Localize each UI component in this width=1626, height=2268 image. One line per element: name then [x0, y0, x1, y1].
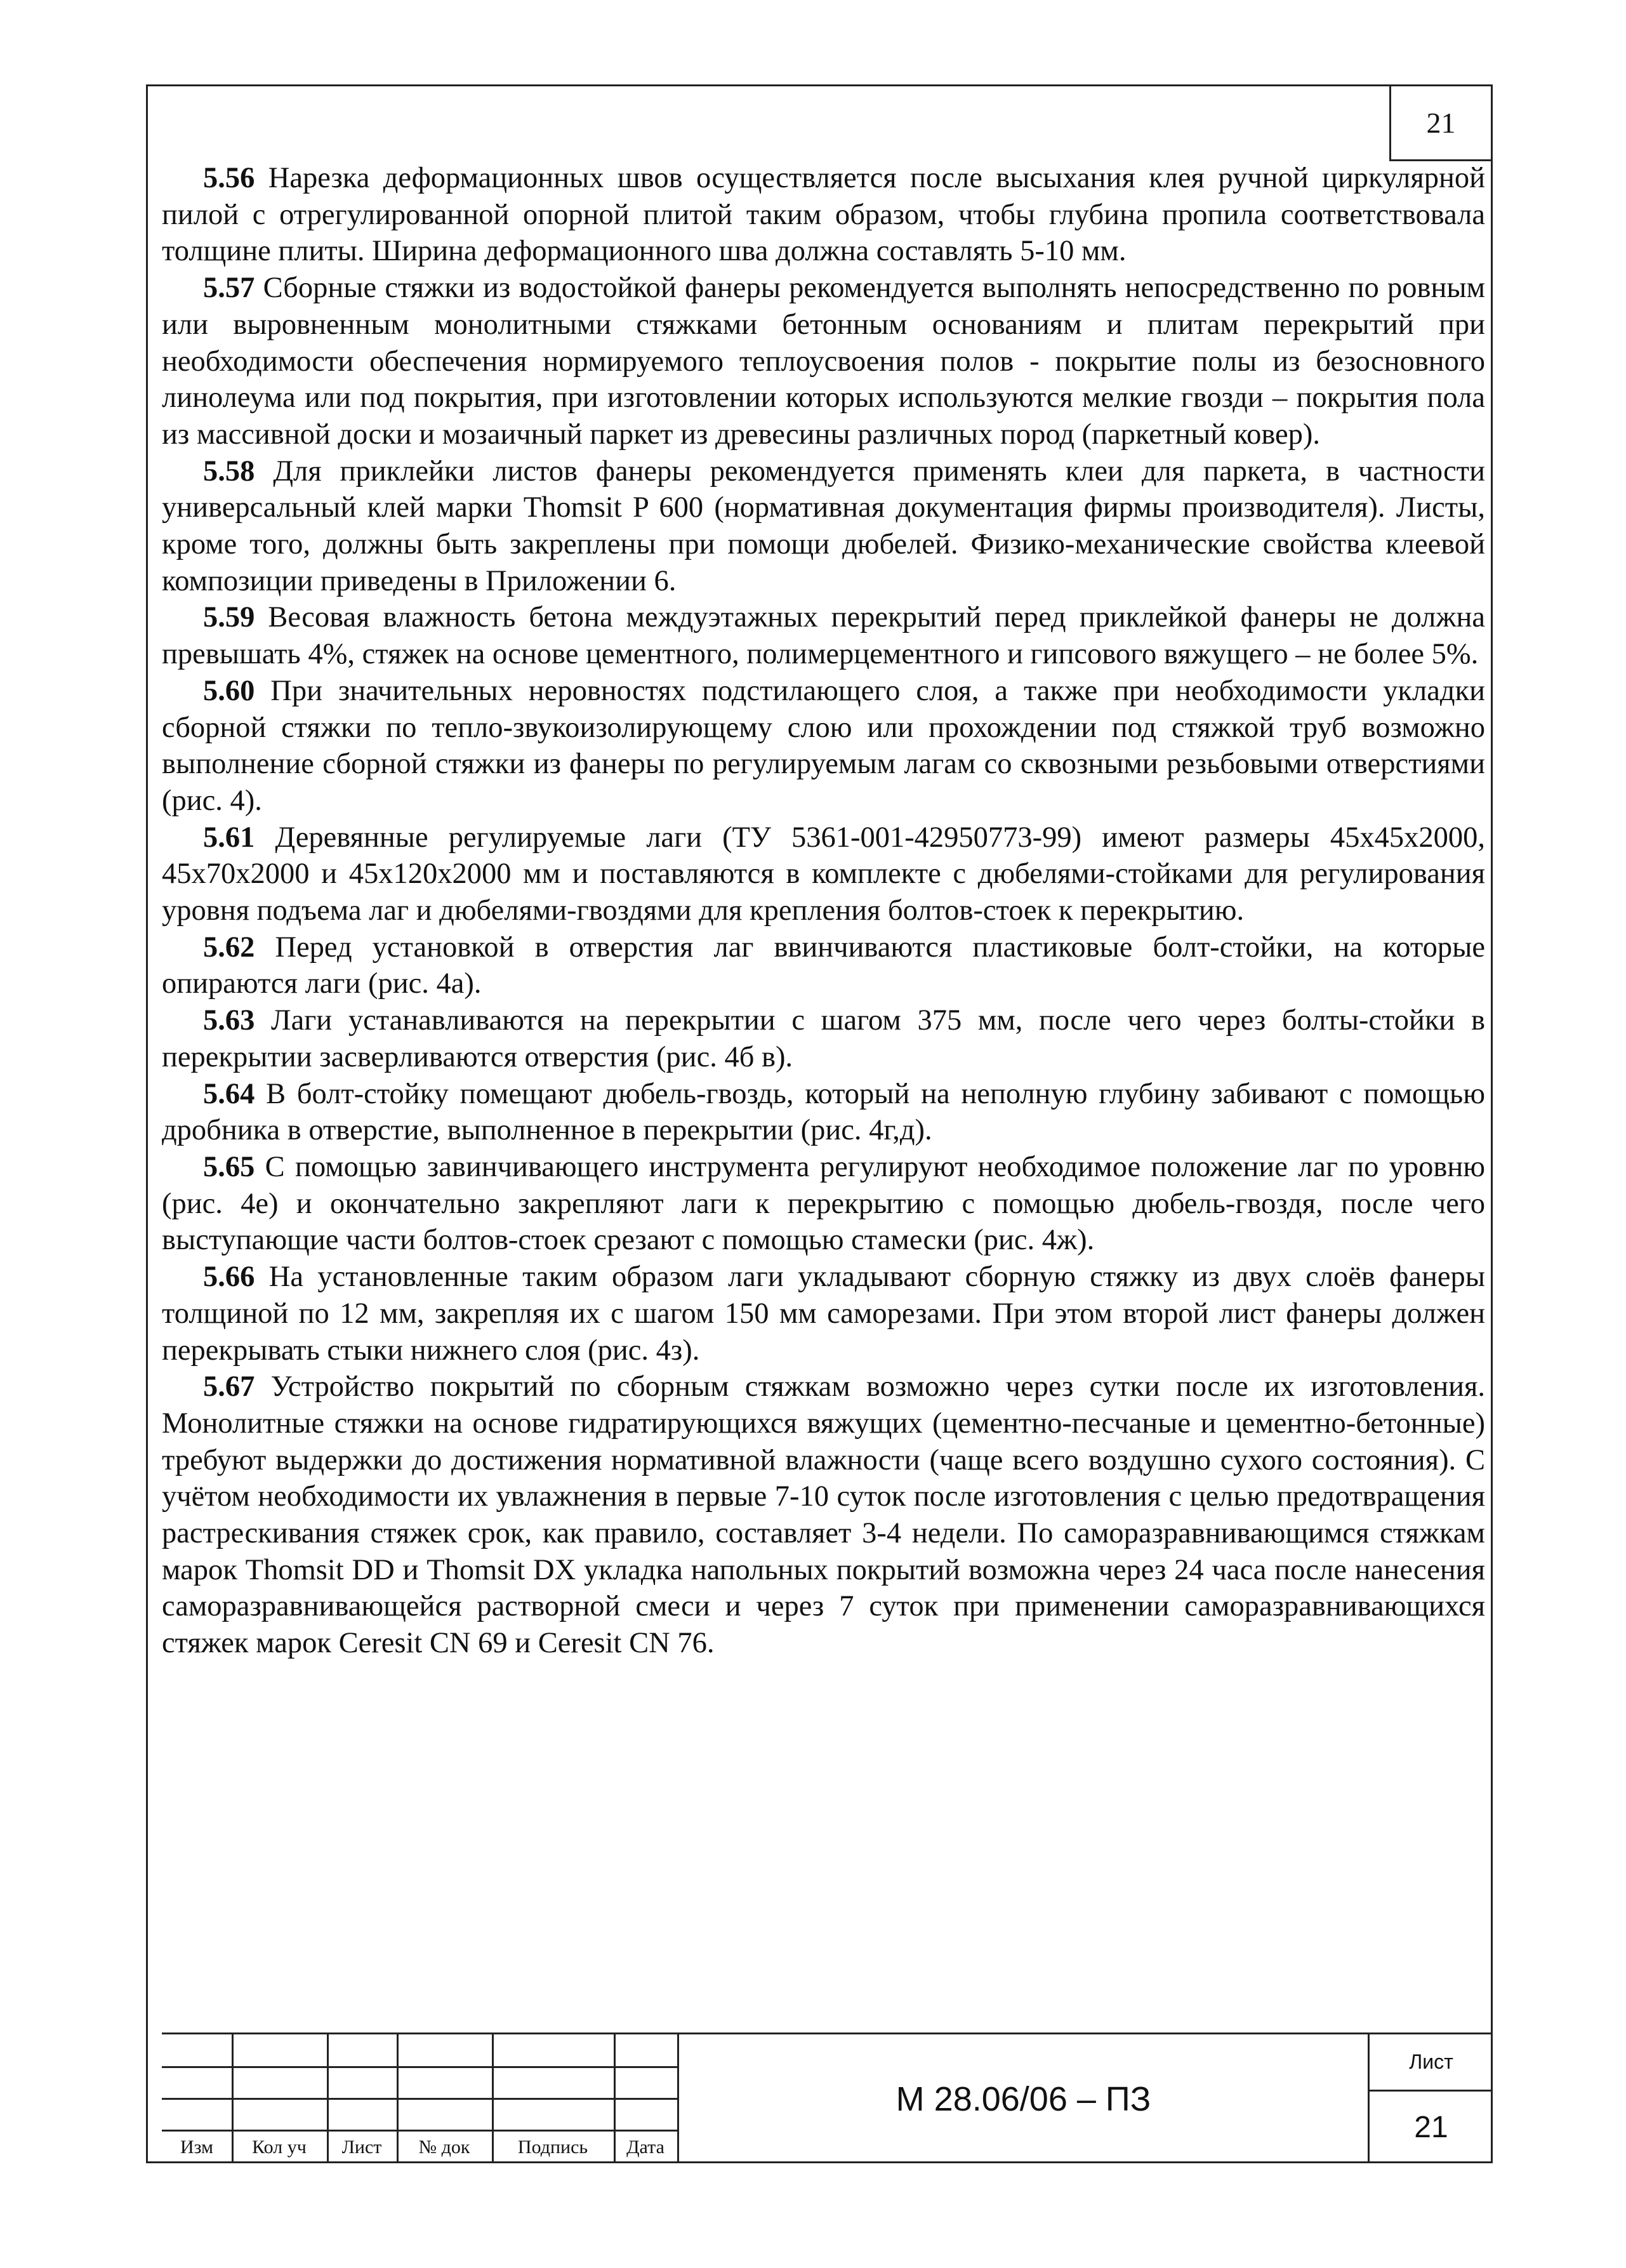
clause-number: 5.67	[203, 1370, 255, 1403]
clause-text: Перед установкой в отверстия лаг ввинчиваются пластиковые болт-стойки, на которые опираются лаги (рис. 4а).	[162, 931, 1485, 1000]
paragraph	[162, 453, 1485, 600]
column-label: № док	[418, 2137, 470, 2158]
sheet-label: Лист	[1370, 2034, 1493, 2092]
clause-number: 5.62	[203, 931, 255, 964]
paragraph	[162, 929, 1485, 1002]
paragraph	[162, 1369, 1485, 1662]
clause-number: 5.63	[203, 1004, 255, 1037]
column-label: Дата	[626, 2137, 664, 2158]
paragraph	[162, 1149, 1485, 1259]
clause-number: 5.60	[203, 674, 255, 707]
clause-number: 5.57	[203, 272, 255, 305]
title-block	[162, 2033, 1493, 2163]
column-label: Изм	[180, 2137, 214, 2158]
paragraph	[162, 270, 1485, 453]
column-label: Подпись	[517, 2137, 588, 2158]
clause-text: Сборные стяжки из водостойкой фанеры рекомендуется выполнять непосредственно по ровным или выровненным монолитными стяжками бетонным основаниям и плитам перекрытий при необходимости обеспечения нормируемого теплоусвоения полов - покрытие полы из безосновного линолеума или под покрытия, при изготовлении которых используются мелкие гвозди – покрытия пола из массивной доски и мозаичный паркет из древесины различных пород (паркетный ковер).	[162, 272, 1485, 451]
document-code: М 28.06/06 – ПЗ	[677, 2034, 1370, 2163]
clause-text: Нарезка деформационных швов осуществляется после высыхания клея ручной циркулярной пилой с отрегулированной опорной плитой таким образом, чтобы глубина пропила соответствовала толщине плиты. Ширина деформационного шва должна составлять 5-10 мм.	[162, 162, 1486, 268]
clause-text: Весовая влажность бетона междуэтажных перекрытий перед приклейкой фанеры не должна превышать 4%, стяжек на основе цементного, полимерцементного и гипсового вяжущего – не более 5%.	[162, 601, 1485, 671]
clause-number: 5.64	[203, 1077, 255, 1110]
paragraph	[162, 599, 1485, 672]
paragraph	[162, 819, 1485, 929]
clause-number: 5.59	[203, 601, 255, 634]
paragraph	[162, 673, 1485, 819]
column-label: Кол уч	[252, 2137, 307, 2158]
column-label: Лист	[341, 2137, 382, 2158]
clause-number: 5.65	[203, 1150, 255, 1183]
paragraph	[162, 1076, 1485, 1149]
table-divider	[162, 2098, 677, 2100]
page-number-box	[1389, 86, 1491, 161]
clause-number: 5.58	[203, 454, 255, 487]
paragraph	[162, 1002, 1485, 1075]
clause-text: Для приклейки листов фанеры рекомендуется применять клеи для паркета, в частности универсальный клей марки Thomsit P 600 (нормативная документация фирмы производителя). Листы, кроме того, должны быть закреплены при помощи дюбелей. Физико-механические свойства клеевой композиции приведены в Приложении 6.	[162, 454, 1486, 597]
clause-text: Лаги устанавливаются на перекрытии с шагом 375 мм, после чего через болты-стойки в перекрытии засверливаются отверстия (рис. 4б в).	[162, 1004, 1485, 1073]
page-number: 21	[1426, 107, 1456, 139]
document-body	[162, 160, 1485, 1662]
table-divider	[162, 2066, 677, 2068]
revision-table	[162, 2034, 677, 2163]
clause-text: На установленные таким образом лаги укладывают сборную стяжку из двух слоёв фанеры толщиной по 12 мм, закрепляя их с шагом 150 мм саморезами. При этом второй лист фанеры должен перекрывать стыки нижнего слоя (рис. 4з).	[162, 1261, 1486, 1367]
clause-number: 5.56	[203, 162, 255, 194]
paragraph	[162, 1259, 1485, 1369]
clause-text: Устройство покрытий по сборным стяжкам возможно через сутки после их изготовления. Монолитные стяжки на основе гидратирующихся вяжущих (цементно-песчаные и цементно-бетонные) требуют выдержки до достижения нормативной влажности (чаще всего воздушно сухого состояния). С учётом необходимости их увлажнения в первые 7-10 суток после изготовления с целью предотвращения растрескивания стяжек срок, как правило, составляет 3-4 недели. По саморазравнивающимся стяжкам марок Thomsit DD и Thomsit DX укладка напольных покрытий возможна через 24 часа после нанесения саморазравнивающейся растворной смеси и через 7 суток при применении саморазравнивающихся стяжек марок Ceresit CN 69 и Ceresit CN 76.	[162, 1370, 1485, 1660]
clause-text: Деревянные регулируемые лаги (ТУ 5361-001-42950773-99) имеют размеры 45x45x2000, 45x70x2000 и 45x120x2000 мм и поставляются в комплекте с дюбелями-стойками для регулирования уровня подъема лаг и дюбелями-гвоздями для крепления болтов-стоек к перекрытию.	[162, 821, 1485, 927]
clause-text: При значительных неровностях подстилающего слоя, а также при необходимости укладки сборной стяжки по тепло-звукоизолирующему слою или прохождении под стяжкой труб возможно выполнение сборной стяжки из фанеры по регулируемым лагам со сквозными резьбовыми отверстиями (рис. 4).	[162, 674, 1485, 817]
sheet-number: 21	[1414, 2111, 1448, 2144]
clause-number: 5.66	[203, 1261, 255, 1294]
clause-text: С помощью завинчивающего инструмента регулируют необходимое положение лаг по уровню (рис. 4е) и окончательно закрепляют лаги к перекрытию с помощью дюбель-гвоздя, после чего выступающие части болтов-стоек срезают с помощью стамески (рис. 4ж).	[162, 1150, 1486, 1257]
clause-number: 5.61	[203, 821, 255, 854]
clause-text: В болт-стойку помещают дюбель-гвоздь, который на неполную глубину забивают с помощью дробника в отверстие, выполненное в перекрытии (рис. 4г,д).	[162, 1077, 1486, 1147]
paragraph	[162, 160, 1485, 270]
